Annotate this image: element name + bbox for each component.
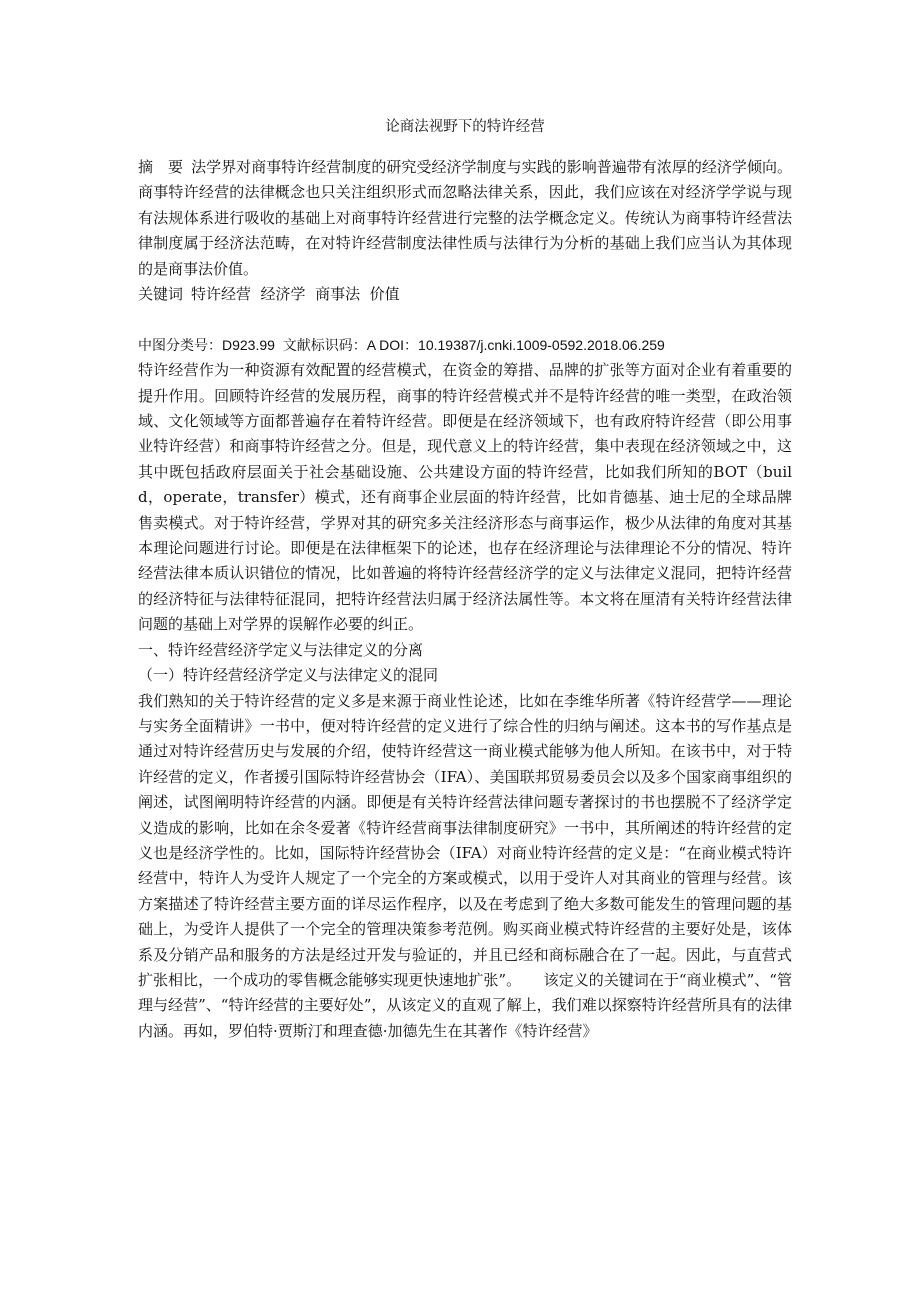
abstract-paragraph xyxy=(138,155,792,282)
intro-paragraph: 特许经营作为一种资源有效配置的经营模式，在资金的筹措、品牌的扩张等方面对企业有着重要的提升作用。回顾特许经营的发展历程，商事的特许经营模式并不是特许经营的唯一类型，在政治领域、文化领域等方面都普遍存在着特许经营。即便是在经济领域下，也有政府特许经营（即公用事业特许经营）和商事特许经营之分。但是，现代意义上的特许经营，集中表现在经济领域之中，这其中既包括政府层面关于社会基础设施、公共建设方面的特许经营，比如我们所知的BOT（build，operate，transfer）模式，还有商事企业层面的特许经营，比如肯德基、迪士尼的全球品牌售卖模式。对于特许经营，学界对其的研究多关注经济形态与商事运作，极少从法律的角度对其基本理论问题进行讨论。即便是在法律框架下的论述，也存在经济理论与法律理论不分的情况、特许经营法律本质认识错位的情况，比如普遍的将特许经营经济学的定义与法律定义混同，把特许经营的经济特征与法律特征混同，把特许经营法归属于经济法属性等。本文将在厘清有关特许经营法律问题的基础上对学界的误解作必要的纠正。 xyxy=(138,361,792,634)
section-heading-1: 一、特许经营经济学定义与法律定义的分离 xyxy=(138,640,424,659)
keywords-label: 关键词 xyxy=(138,285,184,304)
subsection-heading-1-1: （一）特许经营经济学定义与法律定义的混同 xyxy=(138,666,439,685)
document-title: 论商法视野下的特许经营 xyxy=(385,119,545,135)
abstract-label: 摘 要 xyxy=(138,158,184,176)
blank-line xyxy=(138,307,792,332)
classification-line: 中图分类号：D923.99 文献标识码：A DOI：10.19387/j.cnki.1009-0592.2018.06.259 xyxy=(138,336,665,353)
main-paragraph: 我们熟知的关于特许经营的定义多是来源于商业性论述，比如在李维华所著《特许经营学——理论与实务全面精讲》一书中，便对特许经营的定义进行了综合性的归纳与阐述。这本书的写作基点是通过对特许经营历史与发展的介绍，使特许经营这一商业模式能够为他人所知。在该书中，对于特许经营的定义，作者援引国际特许经营协会（IFA）、美国联邦贸易委员会以及多个国家商事组织的阐述，试图阐明特许经营的内涵。即便是有关特许经营法律问题专著探讨的书也摆脱不了经济学定义造成的影响，比如在余冬爱著《特许经营商事法律制度研究》一书中，其所阐述的特许经营的定义也是经济学性的。比如，国际特许经营协会（IFA）对商业特许经营的定义是：“在商业模式特许经营中，特许人为受许人规定了一个完全的方案或模式，以用于受许人对其商业的管理与经营。该方案描述了特许经营主要方面的详尽运作程序，以及在考虑到了绝大多数可能发生的管理问题的基础上，为受许人提供了一个完全的管理决策参考范例。购买商业模式特许经营的主要好处是，该体系及分销产品和服务的方法是经过开发与验证的，并且已经和商标融合在了一起。因此，与直营式扩张相比，一个成功的零售概念能够实现更快速地扩张”。 该定义的关键词在于“商业模式”、“管理与经营”、“特许经营的主要好处”，从该定义的直观了解上，我们难以探察特许经营所具有的法律内涵。再如，罗伯特·贾斯汀和理查德·加德先生在其著作《特许经营》 xyxy=(138,691,792,1040)
document-body xyxy=(138,155,792,1044)
keywords-text: 特许经营 经济学 商事法 价值 xyxy=(191,285,400,304)
abstract-text: 法学界对商事特许经营制度的研究受经济学制度与实践的影响普遍带有浓厚的经济学倾向。商事特许经营的法律概念也只关注组织形式而忽略法律关系，因此，我们应该在对经济学学说与现有法规体系进行吸收的基础上对商事特许经营进行完整的法学概念定义。传统认为商事特许经营法律制度属于经济法范畴，在对特许经营制度法律性质与法律行为分析的基础上我们应当认为其体现的是商事法价值。 xyxy=(138,158,792,278)
keywords-line xyxy=(138,282,792,307)
